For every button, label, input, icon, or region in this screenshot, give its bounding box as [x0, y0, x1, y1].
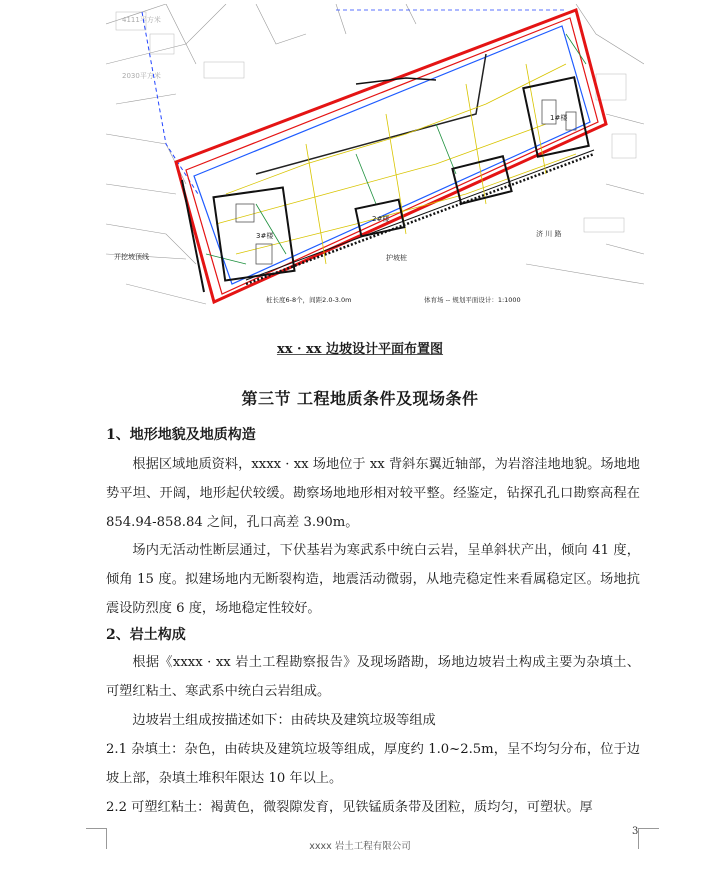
wall-label-right: 护坡桩	[386, 254, 407, 262]
river-road-label: 济 川 路	[536, 230, 562, 238]
terrain-paragraph-2: 场内无活动性断层通过，下伏基岩为寒武系中统白云岩，呈单斜状产出，倾向 41 度，倾角 15 度。拟建场地内无断裂构造，地震活动微弱，从地壳稳定性来看属稳定区。场地抗震设防烈度 6 度，场地稳定性较好。	[106, 543, 640, 616]
heading-soil: 2、岩土构成	[106, 627, 186, 643]
soil-paragraph-1: 根据《xxxx · xx 岩土工程勘察报告》及现场踏勘，场地边坡岩土构成主要为杂填土、可塑红粘土、寒武系中统白云岩组成。	[106, 655, 640, 699]
building-label-a: 3#楼	[256, 232, 274, 240]
bottom-label-right: 体育场 -- 规划平面设计：1:1000	[424, 296, 521, 304]
soil-paragraph-2: 边坡岩土组成按描述如下：由砖块及建筑垃圾等组成	[132, 713, 436, 728]
soil-paragraph-4: 2.2 可塑红粘土：褐黄色，微裂隙发育，见铁锰质条带及团粒，质均匀，可塑状。厚	[106, 800, 593, 815]
wall-label-left: 开挖坡顶线	[114, 253, 149, 261]
section-title: 第三节 工程地质条件及现场条件	[241, 389, 479, 408]
heading-terrain: 1、地形地貌及地质构造	[106, 427, 256, 443]
building-label-b: 2#楼	[372, 215, 390, 223]
top-area-label-2: 2030平方米	[122, 72, 161, 80]
building-label-c: 1#楼	[550, 114, 568, 122]
terrain-paragraph-1: 根据区域地质资料，xxxx · xx 场地位于 xx 背斜东翼近轴部，为岩溶洼地地貌。场地地势平坦、开阔，地形起伏较缓。勘察场地地形相对较平整。经鉴定，钻探孔孔口勘察高程在 854.94-858.84 之间，孔口高差 3.90m。	[106, 457, 640, 530]
footer-company: xxxx 岩土工程有限公司	[309, 841, 411, 852]
site-plan-drawing	[106, 4, 644, 308]
top-area-label-1: 4111平方米	[122, 16, 161, 24]
figure-caption: xx · xx 边坡设计平面布置图	[276, 342, 444, 357]
page-number: 3	[632, 826, 639, 837]
bottom-label-left: 桩长度6-8个，间距2.0-3.0m	[266, 296, 352, 304]
site-plan-svg	[106, 4, 644, 308]
soil-paragraph-3: 2.1 杂填土：杂色，由砖块及建筑垃圾等组成，厚度约 1.0~2.5m，呈不均匀分布，位于边坡上部，杂填土堆积年限达 10 年以上。	[106, 742, 640, 786]
